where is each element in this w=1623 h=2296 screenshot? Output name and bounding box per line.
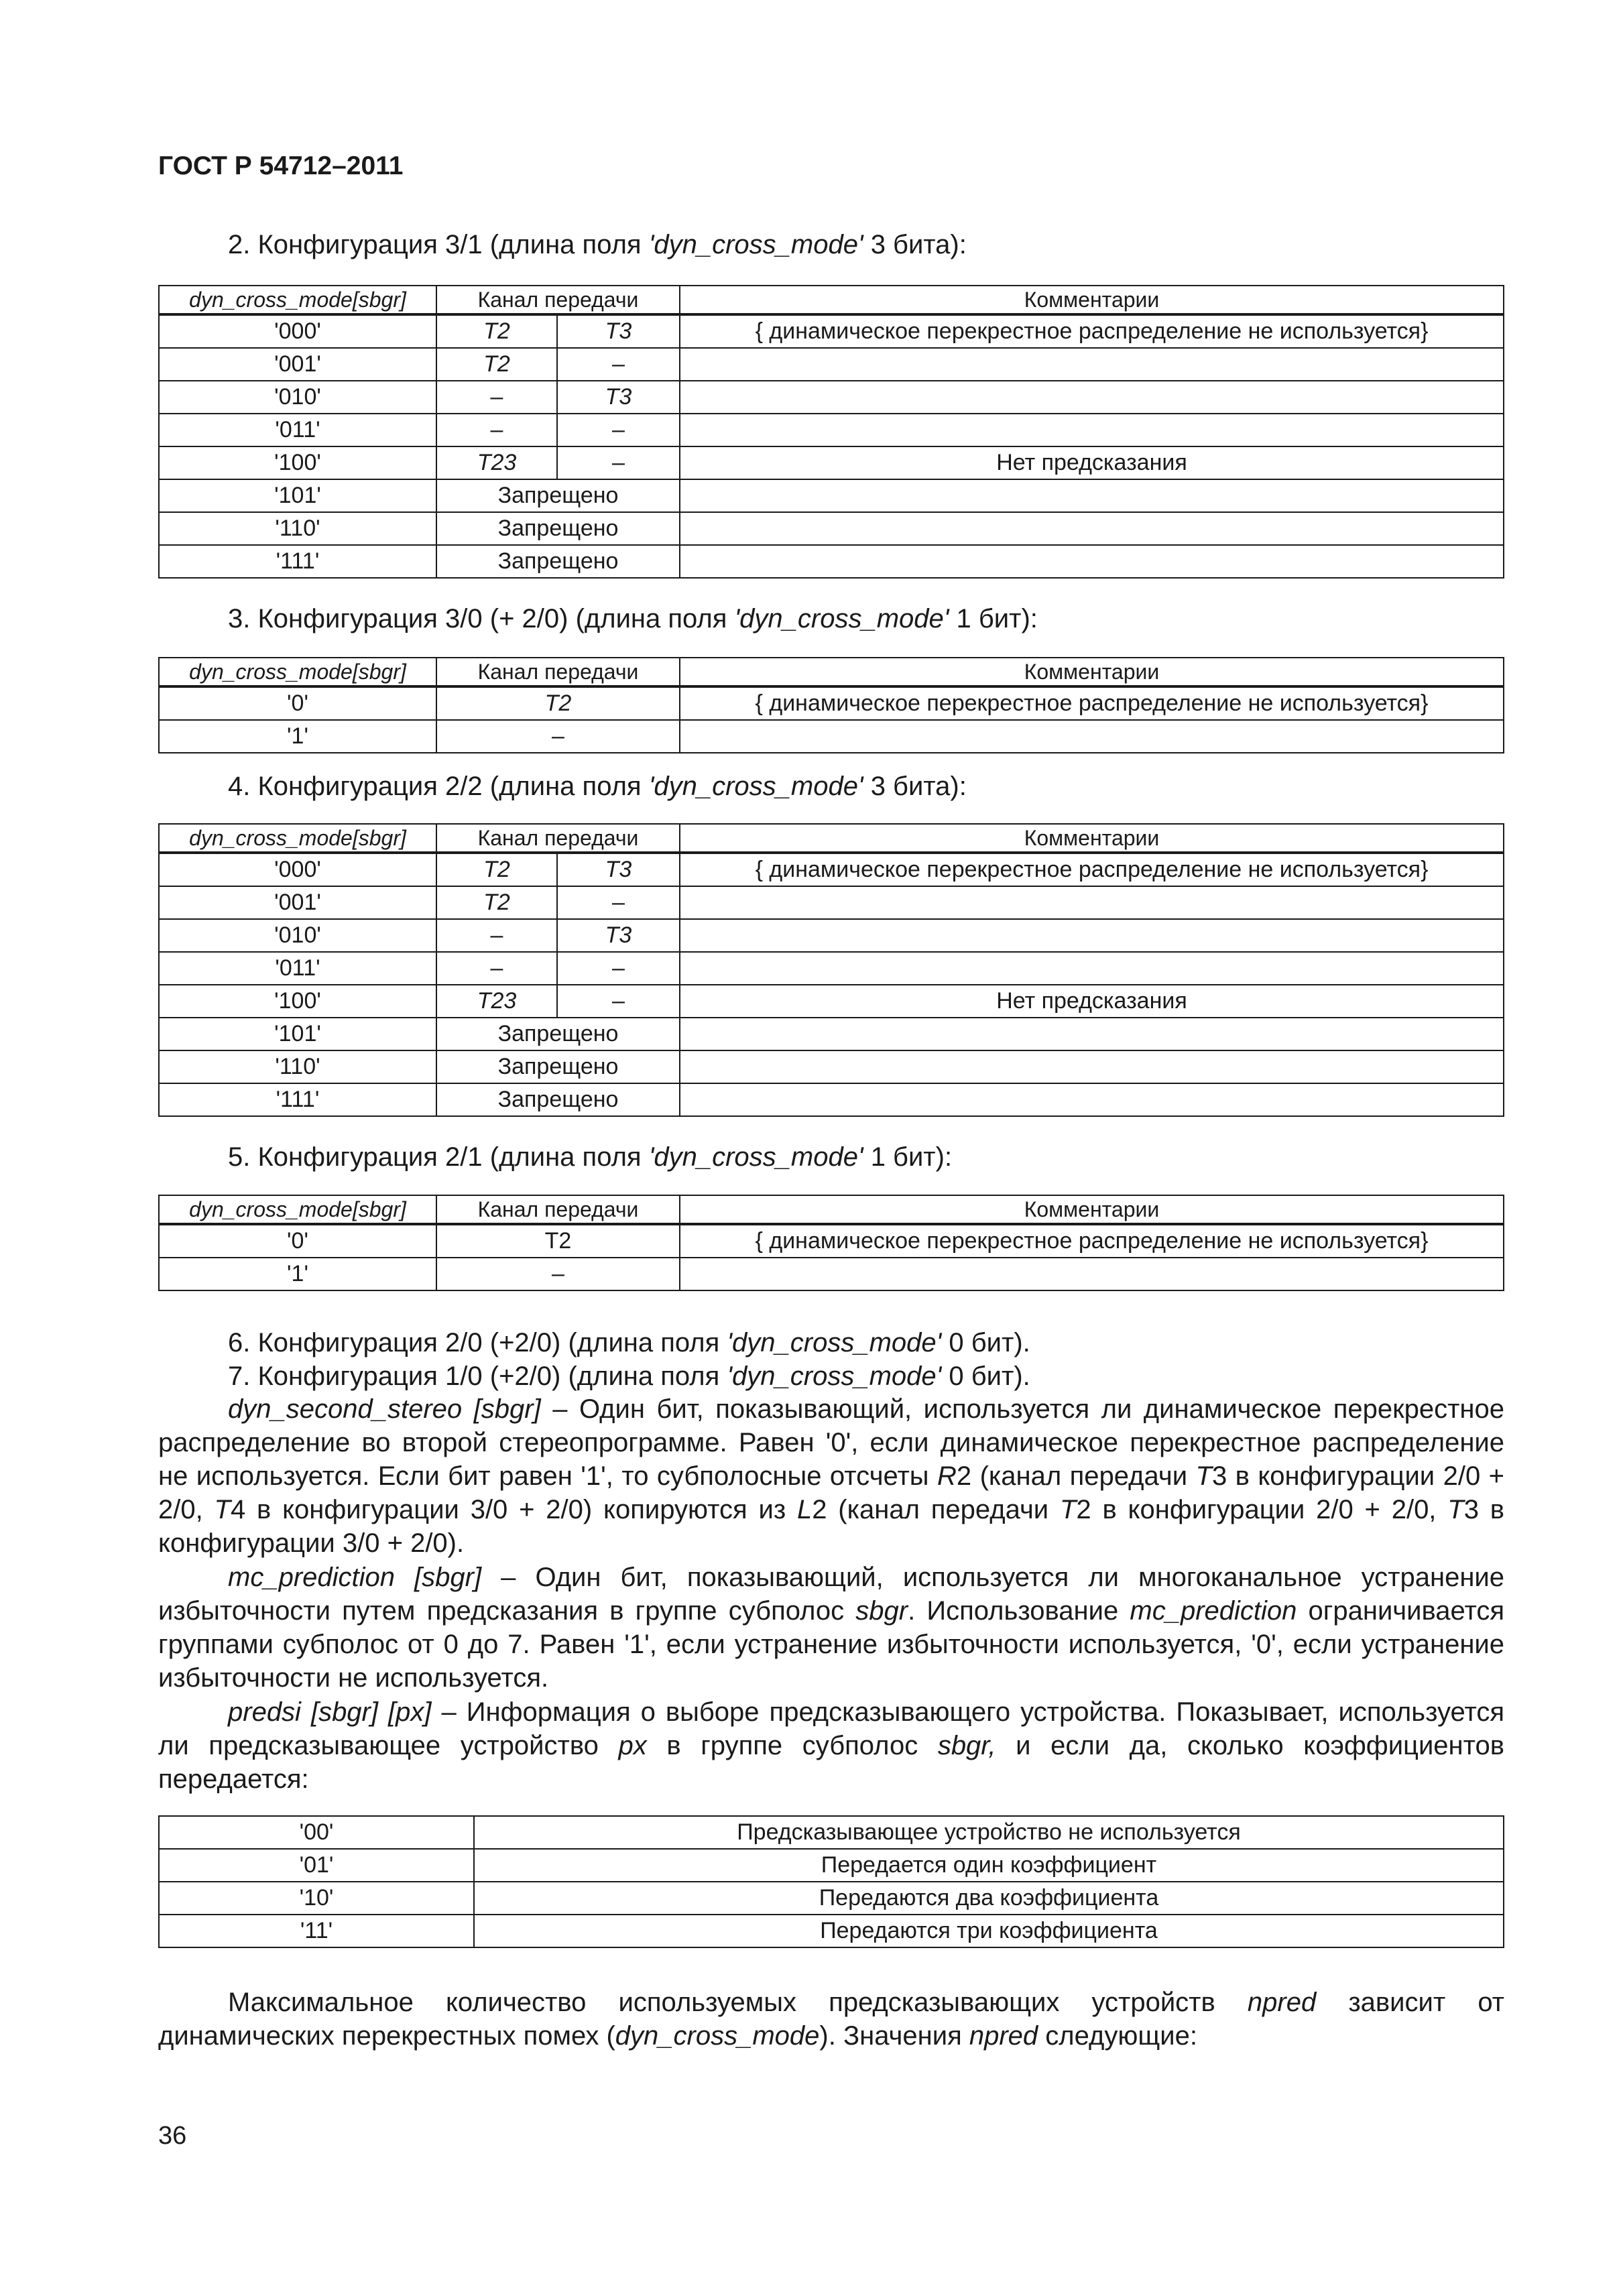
header-channel: Канал передачи: [436, 1195, 680, 1224]
cell-channel: Запрещено: [436, 512, 680, 545]
cell-code: '101': [159, 479, 436, 512]
cell-comment: { динамическое перекрестное распределение не используется}: [680, 1224, 1504, 1258]
header-comment: Комментарии: [680, 1195, 1504, 1224]
cell-channel: –: [557, 414, 680, 446]
cell-code: '1': [159, 1258, 436, 1290]
cell-code: '11': [159, 1915, 474, 1947]
cell-channel: –: [436, 1258, 680, 1290]
table-row: [159, 985, 1504, 1018]
cell-channel: –: [436, 414, 557, 446]
table-row: [159, 1882, 1504, 1915]
cell-comment: [680, 348, 1504, 381]
cell-channel: –: [557, 985, 680, 1018]
paragraph-dyn-second-stereo: dyn_second_stereo [sbgr] – Один бит, показывающий, используется ли динамическое перекрестное распределение во второй стереопрограмме. Равен '0', если динамическое перекрестное распределение не используется. Если бит равен '1', то субполосные отсчеты R2 (канал передачи T3 в конфигурации 2/0 + 2/0, T4 в конфигурации 3/0 + 2/0) копируются из L2 (канал передачи T2 в конфигурации 2/0 + 2/0, T3 в конфигурации 3/0 + 2/0).: [158, 1394, 1504, 1558]
table-row: [159, 720, 1504, 753]
page-number: 36: [158, 2122, 187, 2150]
cell-channel: T2: [436, 348, 557, 381]
cell-comment: Нет предсказания: [680, 985, 1504, 1018]
cell-channel: –: [436, 720, 680, 753]
table-predictor: [158, 1815, 1504, 1948]
table-row: [159, 512, 1504, 545]
cell-channel: T23: [436, 985, 557, 1018]
table-row: [159, 381, 1504, 414]
cell-channel: T3: [557, 314, 680, 348]
cell-description: Предсказывающее устройство не используется: [474, 1816, 1504, 1849]
table-row: [159, 314, 1504, 348]
cell-channel: Запрещено: [436, 1018, 680, 1050]
cell-code: '011': [159, 952, 436, 985]
cell-code: '0': [159, 686, 436, 720]
cell-comment: [680, 1050, 1504, 1083]
header-code: dyn_cross_mode[sbgr]: [159, 1195, 436, 1224]
paragraph-predsi: predsi [sbgr] [px] – Информация о выборе предсказывающего устройства. Показывает, используется ли предсказывающее устройство px в группе субполос sbgr, и если да, сколько коэффициентов передается:: [158, 1697, 1504, 1794]
cell-channel: T3: [557, 381, 680, 414]
section-config-2-2: 4. Конфигурация 2/2 (длина поля 'dyn_cross_mode' 3 бита):: [228, 772, 967, 801]
cell-comment: [680, 1083, 1504, 1116]
document-header: ГОСТ Р 54712–2011: [158, 152, 404, 180]
table-config-2-1: [158, 1195, 1504, 1291]
table-row: [159, 446, 1504, 479]
table-row: [159, 1224, 1504, 1258]
table-config-2-2: [158, 823, 1504, 1117]
table-header-row: [159, 658, 1504, 686]
paragraph-mc-prediction: mc_prediction [sbgr] – Один бит, показывающий, используется ли многоканальное устранение избыточности путем предсказания в группе субполос sbgr. Использование mc_prediction ограничивается группами субполос от 0 до 7. Равен '1', если устранение избыточности используется, '0', если устранение избыточности не используется.: [158, 1563, 1505, 1693]
table-header-row: [159, 824, 1504, 853]
cell-code: '110': [159, 1050, 436, 1083]
cell-comment: [680, 1258, 1504, 1290]
table-row: [159, 886, 1504, 919]
paragraph-max-predictors: Максимальное количество используемых предсказывающих устройств npred зависит от динамических перекрестных помех (dyn_cross_mode). Значения npred следующие:: [158, 1988, 1505, 2051]
table-row: [159, 479, 1504, 512]
cell-comment: [680, 479, 1504, 512]
table-row: [159, 1816, 1504, 1849]
section-config-3-0: 3. Конфигурация 3/0 (+ 2/0) (длина поля 'dyn_cross_mode' 1 бит):: [228, 604, 1038, 633]
cell-channel: T23: [436, 446, 557, 479]
table-header-row: [159, 286, 1504, 314]
cell-channel: –: [557, 886, 680, 919]
table-row: [159, 853, 1504, 886]
cell-channel: Запрещено: [436, 1050, 680, 1083]
section-config-1-0: 7. Конфигурация 1/0 (+2/0) (длина поля 'dyn_cross_mode' 0 бит).: [228, 1362, 1030, 1391]
cell-comment: [680, 1018, 1504, 1050]
cell-code: '010': [159, 381, 436, 414]
cell-code: '10': [159, 1882, 474, 1915]
table-row: [159, 1018, 1504, 1050]
cell-comment: { динамическое перекрестное распределение не используется}: [680, 853, 1504, 886]
header-comment: Комментарии: [680, 658, 1504, 686]
header-channel: Канал передачи: [436, 824, 680, 853]
table-row: [159, 414, 1504, 446]
cell-comment: [680, 919, 1504, 952]
table-row: [159, 1258, 1504, 1290]
header-channel: Канал передачи: [436, 658, 680, 686]
table-row: [159, 952, 1504, 985]
header-comment: Комментарии: [680, 286, 1504, 314]
cell-comment: [680, 952, 1504, 985]
cell-comment: [680, 381, 1504, 414]
cell-description: Передаются три коэффициента: [474, 1915, 1504, 1947]
cell-code: '0': [159, 1224, 436, 1258]
cell-comment: { динамическое перекрестное распределение не используется}: [680, 686, 1504, 720]
header-code: dyn_cross_mode[sbgr]: [159, 286, 436, 314]
cell-code: '111': [159, 545, 436, 578]
table-header-row: [159, 1195, 1504, 1224]
cell-channel: Запрещено: [436, 479, 680, 512]
header-code: dyn_cross_mode[sbgr]: [159, 824, 436, 853]
table-row: [159, 1083, 1504, 1116]
cell-code: '001': [159, 348, 436, 381]
cell-channel: T3: [557, 919, 680, 952]
cell-comment: [680, 414, 1504, 446]
cell-channel: T2: [436, 686, 680, 720]
cell-code: '101': [159, 1018, 436, 1050]
table-row: [159, 545, 1504, 578]
section-config-2-0: 6. Конфигурация 2/0 (+2/0) (длина поля 'dyn_cross_mode' 0 бит).: [228, 1328, 1030, 1357]
header-comment: Комментарии: [680, 824, 1504, 853]
cell-channel: T2: [436, 886, 557, 919]
cell-code: '110': [159, 512, 436, 545]
cell-comment: [680, 886, 1504, 919]
cell-channel: T3: [557, 853, 680, 886]
cell-code: '00': [159, 1816, 474, 1849]
cell-channel: Т2: [436, 1224, 680, 1258]
cell-channel: –: [436, 919, 557, 952]
table-row: [159, 686, 1504, 720]
cell-channel: Запрещено: [436, 1083, 680, 1116]
cell-code: '100': [159, 446, 436, 479]
table-row: [159, 919, 1504, 952]
cell-channel: T2: [436, 314, 557, 348]
cell-channel: –: [436, 381, 557, 414]
cell-description: Передаются два коэффициента: [474, 1882, 1504, 1915]
cell-comment: { динамическое перекрестное распределение не используется}: [680, 314, 1504, 348]
cell-channel: –: [557, 348, 680, 381]
cell-channel: –: [557, 446, 680, 479]
cell-code: '111': [159, 1083, 436, 1116]
cell-code: '011': [159, 414, 436, 446]
cell-code: '010': [159, 919, 436, 952]
cell-comment: Нет предсказания: [680, 446, 1504, 479]
cell-comment: [680, 720, 1504, 753]
table-config-3-1: [158, 285, 1504, 579]
cell-comment: [680, 512, 1504, 545]
cell-code: '01': [159, 1849, 474, 1882]
table-row: [159, 1849, 1504, 1882]
table-row: [159, 1915, 1504, 1947]
table-row: [159, 1050, 1504, 1083]
cell-code: '001': [159, 886, 436, 919]
cell-channel: –: [436, 952, 557, 985]
header-channel: Канал передачи: [436, 286, 680, 314]
cell-code: '1': [159, 720, 436, 753]
table-row: [159, 348, 1504, 381]
cell-channel: T2: [436, 853, 557, 886]
cell-channel: –: [557, 952, 680, 985]
cell-code: '100': [159, 985, 436, 1018]
cell-comment: [680, 545, 1504, 578]
header-code: dyn_cross_mode[sbgr]: [159, 658, 436, 686]
cell-channel: Запрещено: [436, 545, 680, 578]
section-config-2-1: 5. Конфигурация 2/1 (длина поля 'dyn_cross_mode' 1 бит):: [228, 1142, 953, 1172]
table-config-3-0: [158, 657, 1504, 753]
cell-description: Передается один коэффициент: [474, 1849, 1504, 1882]
cell-code: '000': [159, 853, 436, 886]
cell-code: '000': [159, 314, 436, 348]
section-config-3-1: 2. Конфигурация 3/1 (длина поля 'dyn_cross_mode' 3 бита):: [228, 230, 967, 259]
